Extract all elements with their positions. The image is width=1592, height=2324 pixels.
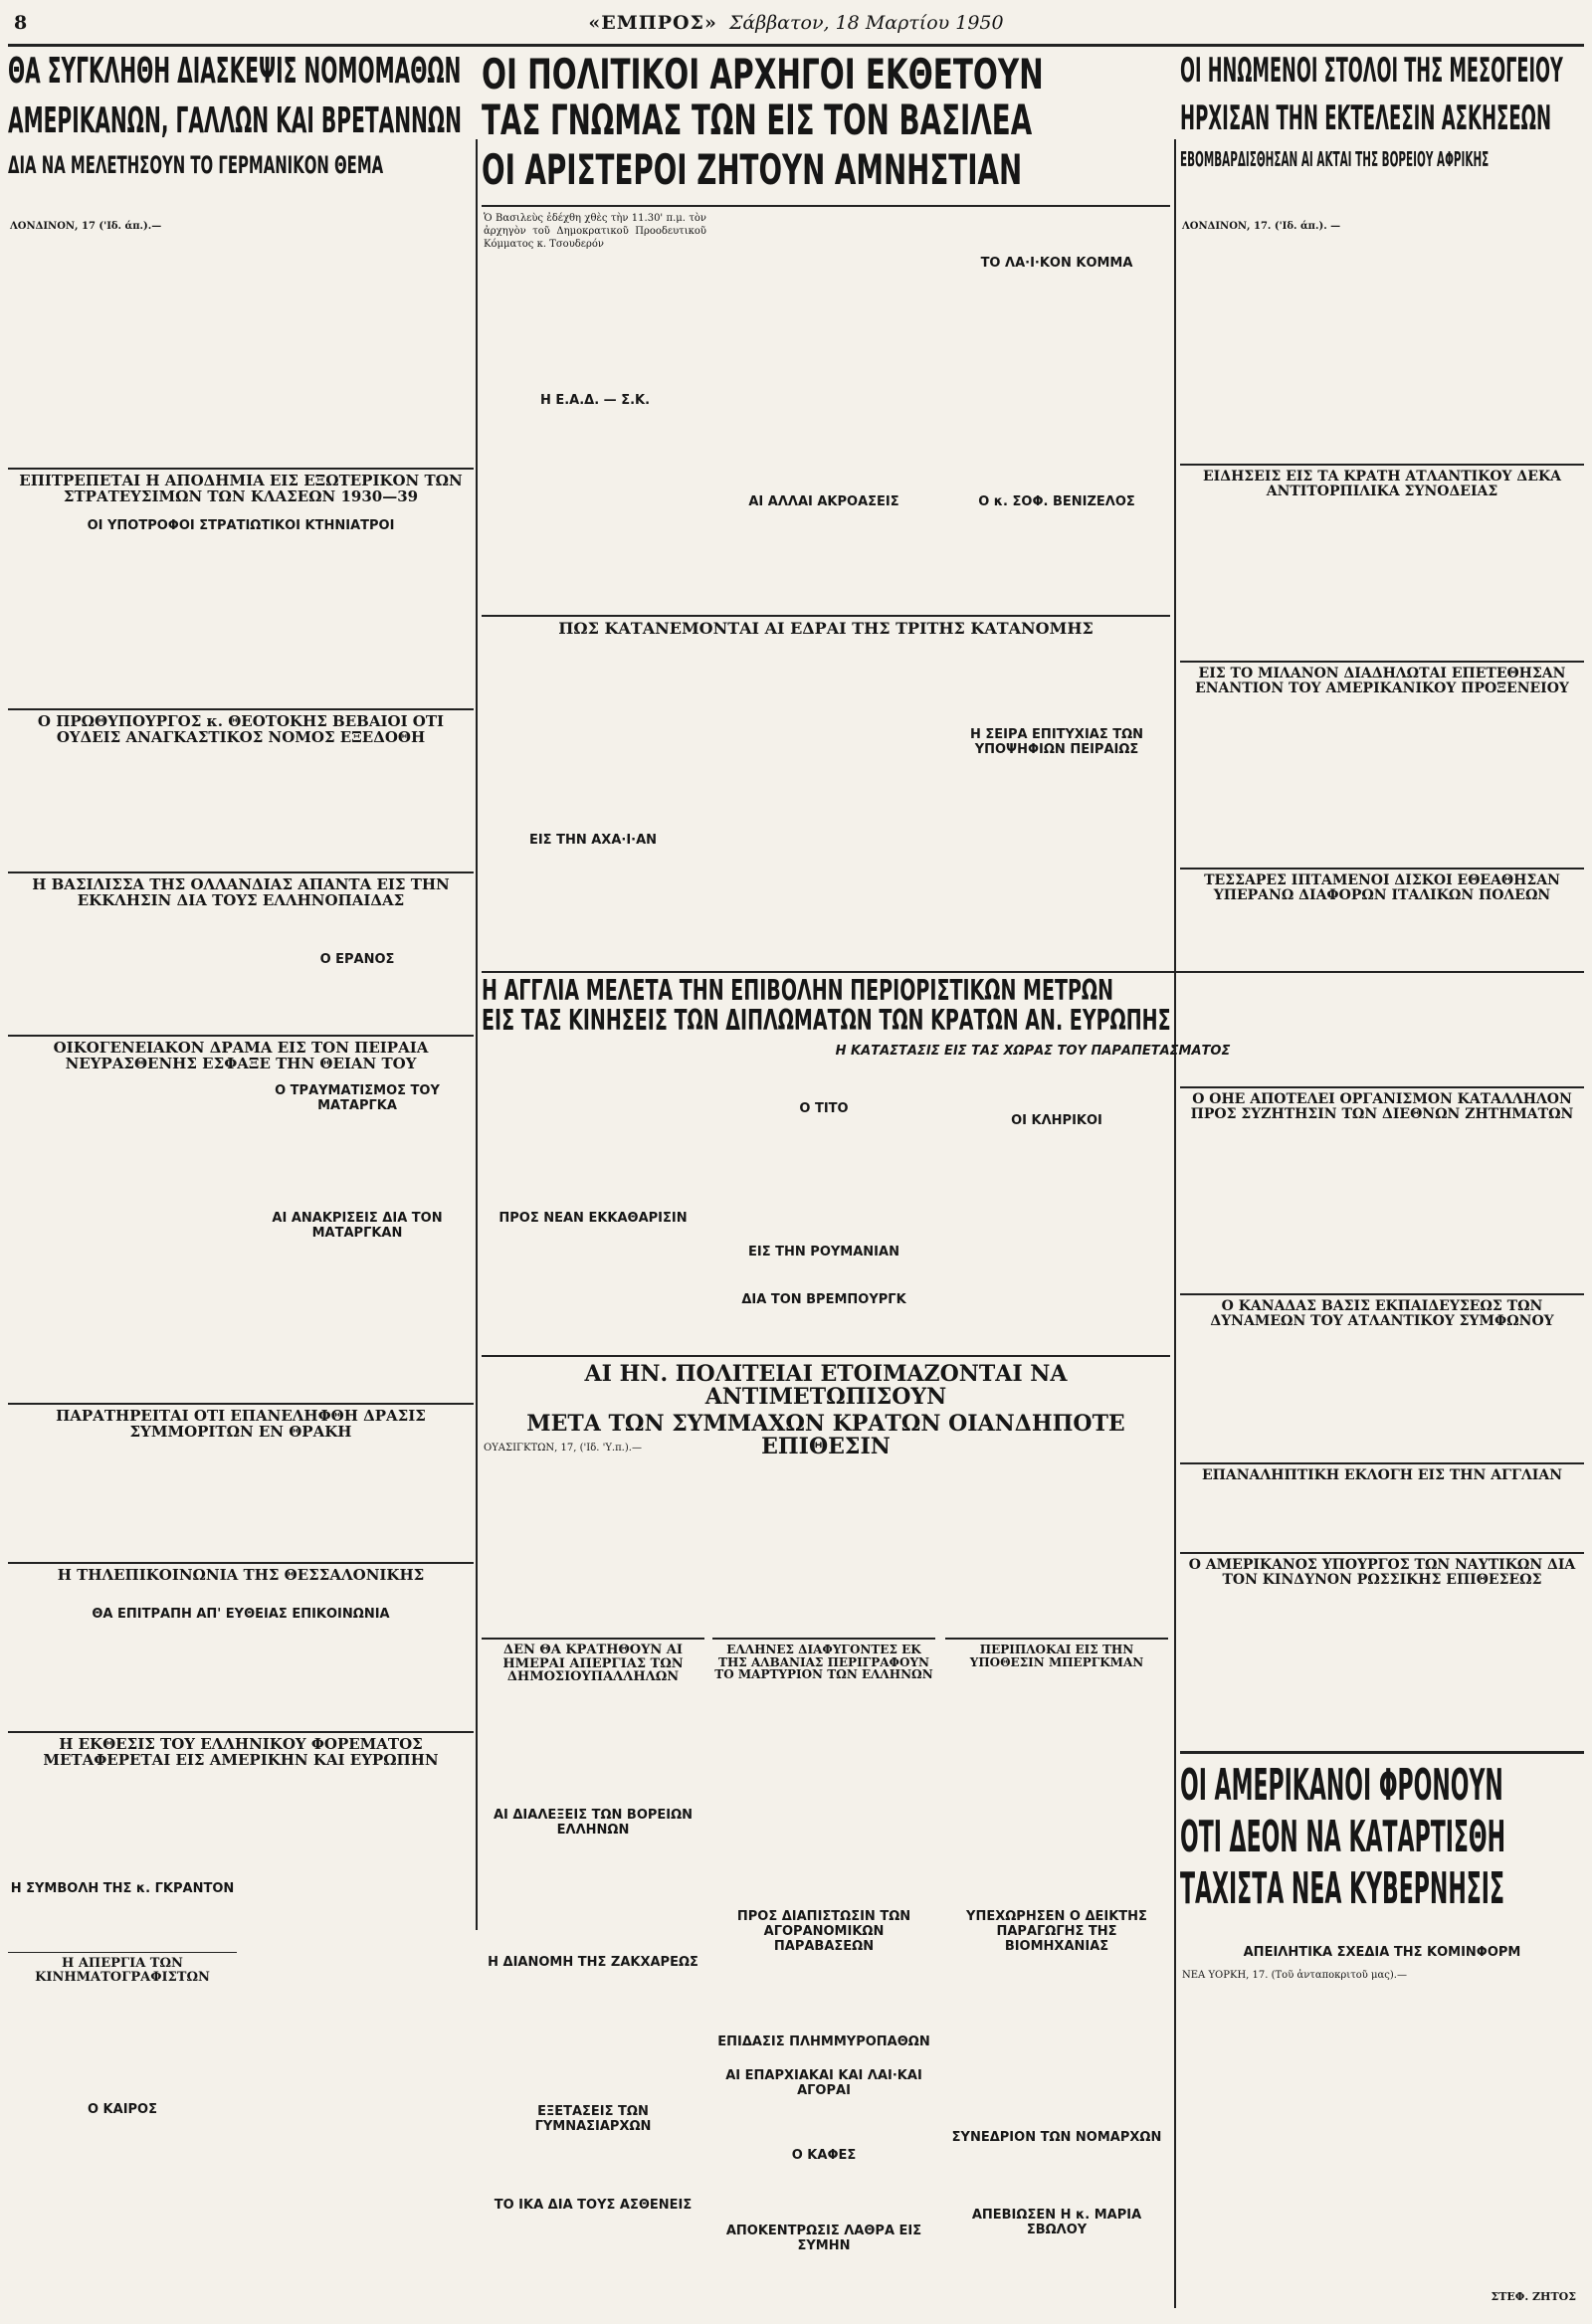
big-dateline: ΝΕΑ ΥΟΡΚΗ, 17. (Τοῦ ἀνταποκριτοῦ μας).— — [1182, 1970, 1407, 1981]
right-story-5-headline: Ο ΚΑΝΑΔΑΣ ΒΑΣΙΣ ΕΚΠΑΙΔΕΥΣΕΩΣ ΤΩΝ ΔΥΝΑΜΕΩΝ ΤΟΥ ΑΤΛΑΝΤΙΚΟΥ ΣΥΜΦΩΝΟΥ — [1210, 1298, 1554, 1329]
left-story-3-headline: Η ΒΑΣΙΛΙΣΣΑ ΤΗΣ ΟΛΛΑΝΔΙΑΣ ΑΠΑΝΤΑ ΕΙΣ ΤΗΝ ΕΚΚΛΗΣΙΝ ΔΙΑ ΤΟΥΣ ΕΛΛΗΝΟΠΑΙΔΑΣ — [32, 875, 450, 909]
right-story-3-headline: ΤΕΣΣΑΡΕΣ ΙΠΤΑΜΕΝΟΙ ΔΙΣΚΟΙ ΕΘΕΑΘΗΣΑΝ ΥΠΕΡΑΝΩ ΔΙΑΦΟΡΩΝ ΙΤΑΛΙΚΩΝ ΠΟΛΕΩΝ — [1204, 872, 1560, 903]
big-sub: ΑΠΕΙΛΗΤΙΚΑ ΣΧΕΔΙΑ ΤΗΣ ΚΟΜΙΝΦΟΡΜ — [1243, 1945, 1521, 1960]
mprent-story — [945, 1638, 1168, 1685]
center-lead-sub-liberal: ΤΟ ΛΑ·Ι·ΚΟΝ ΚΟΜΜΑ — [980, 256, 1133, 271]
right-lead-body — [1182, 221, 1582, 269]
albania-sub-4: Ο ΚΑΦΕΣ — [791, 2148, 857, 2163]
right-story-1 — [1180, 464, 1584, 507]
right-lead-headline-1: ΟΙ ΗΝΩΜΕΝΟΙ ΣΤΟΛΟΙ ΤΗΣ ΜΕΣΟΓΕΙΟΥ — [1180, 51, 1563, 91]
left-story-6-headline: Η ΤΗΛΕΠΙΚΟΙΝΩΝΙΑ ΤΗΣ ΘΕΣΣΑΛΟΝΙΚΗΣ — [57, 1566, 425, 1584]
left-story-8-headline: Η ΑΠΕΡΓΙΑ ΤΩΝ ΚΙΝΗΜΑΤΟΓΡΑΦΙΣΤΩΝ — [35, 1956, 210, 1985]
right-story-1-headline: ΕΙΔΗΣΕΙΣ ΕΙΣ ΤΑ ΚΡΑΤΗ ΑΤΛΑΝΤΙΚΟΥ ΔΕΚΑ ΑΝΤΙΤΟΡΠΙΛΙΚΑ ΣΥΝΟΔΕΙΑΣ — [1203, 469, 1561, 499]
center-lead-sub-eam: Η Ε.Α.Δ. — Σ.Κ. — [539, 393, 651, 408]
left-story-8 — [8, 1952, 237, 1992]
left-story-3 — [8, 872, 474, 915]
england-headline-1: Η ΑΓΓΛΙΑ ΜΕΛΕΤΑ ΤΗΝ ΕΠΙΒΟΛΗΝ ΠΕΡΙΟΡΙΣΤΙΚΩΝ ΜΕΤΡΩΝ — [482, 974, 1114, 1007]
usa-dateline: ΟΥΑΣΙΓΚΤΩΝ, 17, ('Ιδ. 'Υ.π.).— — [484, 1443, 642, 1453]
strike-sub-2: Η ΔΙΑΝΟΜΗ ΤΗΣ ΖΑΚΧΑΡΕΩΣ — [488, 1955, 698, 1970]
left-story-2 — [8, 708, 474, 752]
left-story-2-headline: Ο ΠΡΩΘΥΠΟΥΡΓΟΣ κ. ΘΕΟΤΟΚΗΣ ΒΕΒΑΙΟΙ ΟΤΙ ΟΥΔΕΙΣ ΑΝΑΓΚΑΣΤΙΚΟΣ ΝΟΜΟΣ ΕΞΕΔΟΘΗ — [37, 712, 445, 746]
seats-sub-2: ΕΙΣ ΤΗΝ ΑΧΑ·Ι·ΑΝ — [528, 833, 658, 848]
right-story-2 — [1180, 661, 1584, 704]
albania-headline: ΕΛΛΗΝΕΣ ΔΙΑΦΥΓΟΝΤΕΣ ΕΚ ΤΗΣ ΑΛΒΑΝΙΑΣ ΠΕΡΙΓΡΑΦΟΥΝ ΤΟ ΜΑΡΤΥΡΙΟΝ ΤΩΝ ΕΛΛΗΝΩΝ — [714, 1643, 933, 1682]
center-lead-rule — [482, 205, 1170, 207]
center-lead-lede: Ὁ Βασιλεὺς ἐδέχθη χθὲς τὴν 11.30' π.μ. τὸν ἀρχηγὸν τοῦ Δημοκρατικοῦ Προοδευτικοῦ Κόμματος κ. Τσουδερόν — [484, 213, 706, 250]
right-story-6-headline: ΕΠΑΝΑΛΗΠΤΙΚΗ ΕΚΛΟΓΗ ΕΙΣ ΤΗΝ ΑΓΓΛΙΑΝ — [1201, 1467, 1563, 1483]
center-lead-headline-3: ΟΙ ΑΡΙΣΤΕΡΟΙ ΖΗΤΟΥΝ ΑΜΝΗΣΤΙΑΝ — [482, 145, 1023, 194]
england-sub: Η ΚΑΤΑΣΤΑΣΙΣ ΕΙΣ ΤΑΣ ΧΩΡΑΣ ΤΟΥ ΠΑΡΑΠΕΤΑΣΜΑΤΟΣ — [835, 1044, 1231, 1059]
right-lead-dateline: ΛΟΝΔΙΝΟΝ, 17. ('Ιδ. άπ.). — — [1182, 221, 1341, 232]
left-story-6 — [8, 1562, 474, 1606]
strike-sub-3: ΕΞΕΤΑΣΕΙΣ ΤΩΝ ΓΥΜΝΑΣΙΑΡΧΩΝ — [534, 2104, 652, 2134]
left-story-1 — [8, 468, 474, 509]
right-lead-headline-2: ΗΡΧΙΣΑΝ ΤΗΝ ΕΚΤΕΛΕΣΙΝ ΑΣΚΗΣΕΩΝ — [1180, 98, 1552, 138]
right-story-6 — [1180, 1462, 1584, 1488]
left-story-5-headline: ΠΑΡΑΤΗΡΕΙΤΑΙ ΟΤΙ ΕΠΑΝΕΛΗΦΘΗ ΔΡΑΣΙΣ ΣΥΜΜΟΡΙΤΩΝ ΕΝ ΘΡΑΚΗ — [56, 1407, 426, 1441]
left-story-9: Ο ΚΑΙΡΟΣ — [87, 2102, 157, 2117]
center-lead-signoff: Ο κ. ΣΟΦ. ΒΕΝΙΖΕΛΟΣ — [978, 494, 1135, 509]
strike-headline: ΔΕΝ ΘΑ ΚΡΑΤΗΘΟΥΝ ΑΙ ΗΜΕΡΑΙ ΑΠΕΡΓΙΑΣ ΤΩΝ ΔΗΜΟΣΙΟΥΠΑΛΛΗΛΩΝ — [502, 1643, 684, 1685]
england-headline-2: ΕΙΣ ΤΑΣ ΚΙΝΗΣΕΙΣ ΤΩΝ ΔΙΠΛΩΜΑΤΩΝ ΤΩΝ ΚΡΑΤΩΝ ΑΝ. ΕΥΡΩΠΗΣ — [482, 1004, 1171, 1037]
usa-headline-2: ΜΕΤΑ ΤΩΝ ΣΥΜΜΑΧΩΝ ΚΡΑΤΩΝ ΟΙΑΝΔΗΠΟΤΕ ΕΠΙΘΕΣΙΝ — [526, 1411, 1125, 1460]
left-story-1-sub: ΟΙ ΥΠΟΤΡΟΦΟΙ ΣΤΡΑΤΙΩΤΙΚΟΙ ΚΤΗΝΙΑΤΡΟΙ — [87, 518, 395, 533]
england-col-5: ΟΙ ΚΛΗΡΙΚΟΙ — [1011, 1113, 1102, 1128]
column-rule — [476, 139, 478, 1930]
column-rule — [1174, 139, 1176, 2308]
seats-sub-1: Η ΣΕΙΡΑ ΕΠΙΤΥΧΙΑΣ ΤΩΝ ΥΠΟΨΗΦΙΩΝ ΠΕΙΡΑΙΩΣ — [969, 727, 1144, 757]
left-lead-dateline: ΛΟΝΔΙΝΟΝ, 17 ('Ιδ. άπ.).— — [10, 221, 162, 232]
strike-sub-4: ΤΟ ΙΚΑ ΔΙΑ ΤΟΥΣ ΑΣΘΕΝΕΙΣ — [494, 2198, 693, 2213]
seats-headline: ΠΩΣ ΚΑΤΑΝΕΜΟΝΤΑΙ ΑΙ ΕΔΡΑΙ ΤΗΣ ΤΡΙΤΗΣ ΚΑΤΑΝΟΜΗΣ — [558, 619, 1094, 638]
left-story-6-sub: ΘΑ ΕΠΙΤΡΑΠΗ ΑΠ' ΕΥΘΕΙΑΣ ΕΠΙΚΟΙΝΩΝΙΑ — [92, 1607, 390, 1622]
england-col-4: ΔΙΑ ΤΟΝ ΒΡΕΜΠΟΥΡΓΚ — [741, 1292, 906, 1307]
seats-story — [482, 615, 1170, 641]
england-col-2: Ο ΤΙΤΟ — [799, 1101, 849, 1116]
right-story-7-headline: Ο ΑΜΕΡΙΚΑΝΟΣ ΥΠΟΥΡΓΟΣ ΤΩΝ ΝΑΥΤΙΚΩΝ ΔΙΑ ΤΟΝ ΚΙΝΔΥΝΟΝ ΡΩΣΣΙΚΗΣ ΕΠΙΘΕΣΕΩΣ — [1188, 1557, 1576, 1588]
masthead-title — [0, 12, 1592, 34]
mprent-headline: ΠΕΡΙΠΛΟΚΑΙ ΕΙΣ ΤΗΝ ΥΠΟΘΕΣΙΝ ΜΠΕΡΓΚΜΑΝ — [969, 1643, 1144, 1669]
center-lead-story — [482, 50, 1170, 205]
england-story — [482, 971, 1584, 1041]
right-story-5 — [1180, 1293, 1584, 1337]
big-headline-2: ΟΤΙ ΔΕΟΝ ΝΑ ΚΑΤΑΡΤΙΣΘΗ — [1180, 1812, 1506, 1862]
right-lead-story — [1180, 51, 1584, 213]
left-lead-headline-2: ΑΜΕΡΙΚΑΝΩΝ, ΓΑΛΛΩΝ ΚΑΙ ΒΡΕΤΑΝΝΩΝ — [8, 100, 462, 141]
strike-sub: ΑΙ ΔΙΑΛΕΞΕΙΣ ΤΩΝ ΒΟΡΕΙΩΝ ΕΛΛΗΝΩΝ — [493, 1808, 694, 1838]
center-lead-headline-2: ΤΑΣ ΓΝΩΜΑΣ ΤΩΝ ΕΙΣ ΤΟΝ ΒΑΣΙΛΕΑ — [482, 96, 1033, 144]
page-number: 8 — [14, 12, 28, 34]
left-story-4-sub-2: ΑΙ ΑΝΑΚΡΙΣΕΙΣ ΔΙΑ ΤΟΝ ΜΑΤΑΡΓΚΑΝ — [272, 1211, 443, 1241]
england-col-1: ΠΡΟΣ ΝΕΑΝ ΕΚΚΑΘΑΡΙΣΙΝ — [498, 1211, 688, 1226]
left-lead-body — [10, 221, 235, 370]
paper-name: «ΕΜΠΡΟΣ» — [588, 12, 717, 34]
misc-sub-3: ΑΠΕΒΙΩΣΕΝ Η κ. ΜΑΡΙΑ ΣΒΩΛΟΥ — [971, 2208, 1142, 2237]
left-story-7-headline: Η ΕΚΘΕΣΙΣ ΤΟΥ ΕΛΛΗΝΙΚΟΥ ΦΟΡΕΜΑΤΟΣ ΜΕΤΑΦΕΡΕΤΑΙ ΕΙΣ ΑΜΕΡΙΚΗΝ ΚΑΙ ΕΥΡΩΠΗΝ — [43, 1735, 439, 1769]
big-headline-3: ΤΑΧΙΣΤΑ ΝΕΑ ΚΥΒΕΡΝΗΣΙΣ — [1180, 1863, 1504, 1914]
left-lead-story — [8, 51, 474, 213]
big-story — [1180, 1751, 1584, 1936]
issue-date: Σάββατον, 18 Μαρτίου 1950 — [728, 12, 1004, 34]
strike-story — [482, 1638, 704, 1685]
left-story-1-headline: ΕΠΙΤΡΕΠΕΤΑΙ Η ΑΠΟΔΗΜΙΑ ΕΙΣ ΕΞΩΤΕΡΙΚΟΝ ΤΩΝ ΣΤΡΑΤΕΥΣΙΜΩΝ ΤΩΝ ΚΛΑΣΕΩΝ 1930—39 — [19, 472, 463, 505]
masthead — [0, 12, 1592, 48]
albania-sub-2: ΑΙ ΕΠΑΡΧΙΑΚΑΙ ΚΑΙ ΛΑΙ·ΚΑΙ ΑΓΟΡΑΙ — [725, 2068, 922, 2098]
left-lead-headline-3: ΔΙΑ ΝΑ ΜΕΛΕΤΗΣΟΥΝ ΤΟ ΓΕΡΜΑΝΙΚΟΝ ΘΕΜΑ — [8, 151, 384, 179]
big-headline-1: ΟΙ ΑΜΕΡΙΚΑΝΟΙ ΦΡΟΝΟΥΝ — [1180, 1760, 1503, 1811]
masthead-rule — [8, 44, 1584, 47]
left-story-7-sub: Η ΣΥΜΒΟΛΗ ΤΗΣ κ. ΓΚΡΑΝΤΟΝ — [10, 1881, 235, 1896]
left-story-4-sub: Ο ΤΡΑΥΜΑΤΙΣΜΟΣ ΤΟΥ ΜΑΤΑΡΓΚΑ — [275, 1083, 440, 1113]
albania-sub-1: ΠΡΟΣ ΔΙΑΠΙΣΤΩΣΙΝ ΤΩΝ ΑΓΟΡΑΝΟΜΙΚΩΝ ΠΑΡΑΒΑΣΕΩΝ — [736, 1909, 911, 1954]
right-lead-headline-3: ΕΒΟΜΒΑΡΔΙΣΘΗΣΑΝ ΑΙ ΑΚΤΑΙ ΤΗΣ ΒΟΡΕΙΟΥ ΑΦΡΙΚΗΣ — [1180, 147, 1490, 171]
left-story-4 — [8, 1035, 474, 1078]
left-story-7 — [8, 1731, 474, 1775]
right-story-3 — [1180, 868, 1584, 911]
left-story-4-headline: ΟΙΚΟΓΕΝΕΙΑΚΟΝ ΔΡΑΜΑ ΕΙΣ ΤΟΝ ΠΕΙΡΑΙΑ ΝΕΥΡΑΣΘΕΝΗΣ ΕΣΦΑΞΕ ΤΗΝ ΘΕΙΑΝ ΤΟΥ — [53, 1039, 429, 1072]
misc-sub-2: ΣΥΝΕΔΡΙΟΝ ΤΩΝ ΝΟΜΑΡΧΩΝ — [951, 2130, 1162, 2145]
right-story-4-headline: Ο ΟΗΕ ΑΠΟΤΕΛΕΙ ΟΡΓΑΝΙΣΜΟΝ ΚΑΤΑΛΛΗΛΟΝ ΠΡΟΣ ΣΥΖΗΤΗΣΙΝ ΤΩΝ ΔΙΕΘΝΩΝ ΖΗΤΗΜΑΤΩΝ — [1190, 1091, 1574, 1122]
left-story-3-sub: Ο ΕΡΑΝΟΣ — [319, 952, 395, 967]
center-lead-headline-1: ΟΙ ΠΟΛΙΤΙΚΟΙ ΑΡΧΗΓΟΙ ΕΚΘΕΤΟΥΝ — [482, 50, 1044, 98]
misc-sub-1: ΥΠΕΧΩΡΗΣΕΝ Ο ΔΕΙΚΤΗΣ ΠΑΡΑΓΩΓΗΣ ΤΗΣ ΒΙΟΜΗΧΑΝΙΑΣ — [966, 1909, 1147, 1954]
right-story-7 — [1180, 1552, 1584, 1596]
left-lead-headline-1: ΘΑ ΣΥΓΚΛΗΘΗ ΔΙΑΣΚΕΨΙΣ ΝΟΜΟΜΑΘΩΝ — [8, 51, 462, 92]
right-story-4 — [1180, 1086, 1584, 1130]
england-col-3: ΕΙΣ ΤΗΝ ΡΟΥΜΑΝΙΑΝ — [748, 1245, 899, 1259]
left-story-5 — [8, 1403, 474, 1447]
right-story-2-headline: ΕΙΣ ΤΟ ΜΙΛΑΝΟΝ ΔΙΑΔΗΛΩΤΑΙ ΕΠΕΤΕΘΗΣΑΝ ΕΝΑΝΤΙΟΝ ΤΟΥ ΑΜΕΡΙΚΑΝΙΚΟΥ ΠΡΟΞΕΝΕΙΟΥ — [1195, 666, 1569, 696]
center-lead-sub-other: ΑΙ ΑΛΛΑΙ ΑΚΡΟΑΣΕΙΣ — [748, 494, 899, 509]
albania-sub-3: ΕΠΙΔΑΣΙΣ ΠΛΗΜΜΥΡΟΠΑΘΩΝ — [717, 2034, 930, 2049]
albania-story — [712, 1638, 935, 1699]
albania-sub-5: ΑΠΟΚΕΝΤΡΩΣΙΣ ΛΑΘΡΑ ΕΙΣ ΣΥΜΗΝ — [725, 2224, 922, 2253]
usa-headline-1: ΑΙ ΗΝ. ΠΟΛΙΤΕΙΑΙ ΕΤΟΙΜΑΖΟΝΤΑΙ ΝΑ ΑΝΤΙΜΕΤΩΠΙΣΟΥΝ — [584, 1361, 1068, 1411]
big-signature: ΣΤΕΦ. ΖΗΤΟΣ — [1491, 2290, 1576, 2303]
